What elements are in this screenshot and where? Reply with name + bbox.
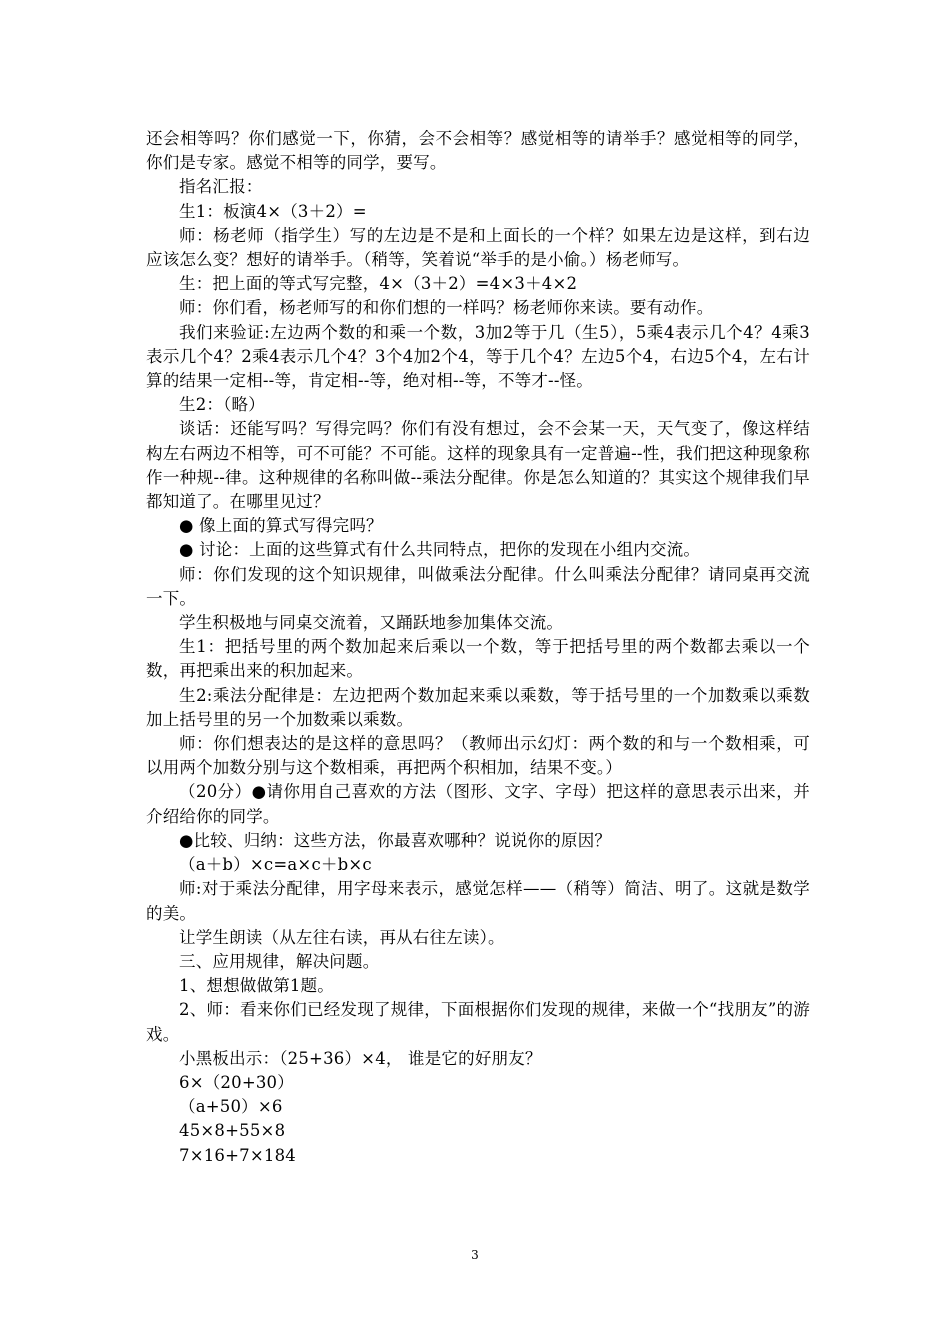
paragraph: ●比较、归纳：这些方法，你最喜欢哪种？说说你的原因？	[179, 830, 612, 850]
formula-line: （a+50）×6	[179, 1097, 283, 1117]
paragraph: 师：你们想表达的是这样的意思吗？（教师出示幻灯：两个数的和与一个数相乘，可以用两个加数分别与这个数相乘，再把两个积相加，结果不变。）	[146, 734, 810, 778]
paragraph: 2、师：看来你们已经发现了规律，下面根据你们发现的规律，来做一个“找朋友”的游戏。	[146, 1000, 810, 1044]
page-number: 3	[471, 1248, 479, 1262]
paragraph: 师：你们看，杨老师写的和你们想的一样吗？杨老师你来读。要有动作。	[179, 298, 714, 318]
paragraph: 我们来验证:左边两个数的和乘一个数，3加2等于几（生5），5乘4表示几个4？4乘3表示几个4？2乘4表示几个4？3个4加2个4，等于几个4？左边5个4，右边5个4，左右计算的结果一定相--等，肯定相--等，绝对相--等，不等才--怪。	[146, 322, 810, 391]
formula-line: 45×8+55×8	[179, 1121, 286, 1141]
paragraph: （20分）●请你用自己喜欢的方法（图形、文字、字母）把这样的意思表示出来，并介绍给你的同学。	[146, 782, 810, 826]
paragraph: 师:对于乘法分配律，用字母来表示，感觉怎样——（稍等）简洁、明了。这就是数学的美。	[146, 879, 810, 923]
paragraph: 让学生朗读（从左往右读，再从右往左读）。	[179, 927, 505, 947]
section-heading: 三、应用规律，解决问题。	[179, 951, 380, 971]
paragraph: 生2：（略）	[179, 395, 265, 415]
bullet-item: ● 像上面的算式写得完吗？	[179, 516, 383, 536]
paragraph: 小黑板出示：（25+36）×4， 谁是它的好朋友？	[179, 1048, 542, 1068]
paragraph: 指名汇报：	[179, 177, 263, 197]
paragraph: 生：把上面的等式写完整，4×（3＋2）=4×3＋4×2	[179, 274, 578, 294]
paragraph: 生1：板演4×（3＋2）=	[179, 201, 367, 221]
paragraph: 生2:乘法分配律是：左边把两个数加起来乘以乘数，等于括号里的一个加数乘以乘数加上括号里的另一个加数乘以乘数。	[146, 685, 810, 729]
bullet-item: ● 讨论：上面的这些算式有什么共同特点，把你的发现在小组内交流。	[179, 540, 701, 560]
paragraph: 谈话：还能写吗？写得完吗？你们有没有想过，会不会某一天，天气变了，像这样结构左右两边不相等，可不可能？不可能。这样的现象具有一定普遍--性，我们把这种现象称作一种规--律。这种规律的名称叫做--乘法分配律。你是怎么知道的？其实这个规律我们早都知道了。在哪里见过？	[146, 419, 810, 512]
formula-line: （a＋b）×c=a×c＋b×c	[179, 855, 372, 875]
document-body	[146, 127, 810, 1168]
paragraph: 1、想想做做第1题。	[179, 976, 334, 996]
paragraph: 还会相等吗？你们感觉一下，你猜，会不会相等？感觉相等的请举手？感觉相等的同学，你们是专家。感觉不相等的同学，要写。	[146, 129, 810, 173]
paragraph: 师：你们发现的这个知识规律，叫做乘法分配律。什么叫乘法分配律？请同桌再交流一下。	[146, 564, 810, 608]
paragraph: 师：杨老师（指学生）写的左边是不是和上面长的一个样？如果左边是这样，到右边应该怎么变？想好的请举手。（稍等，笑着说“举手的是小偷。）杨老师写。	[146, 225, 810, 270]
formula-line: 6×（20+30）	[179, 1072, 294, 1092]
paragraph: 学生积极地与同桌交流着，又踊跃地参加集体交流。	[179, 613, 564, 633]
paragraph: 生1：把括号里的两个数加起来后乘以一个数，等于把括号里的两个数都去乘以一个数，再把乘出来的积加起来。	[146, 637, 810, 681]
formula-line: 7×16+7×184	[179, 1145, 296, 1165]
